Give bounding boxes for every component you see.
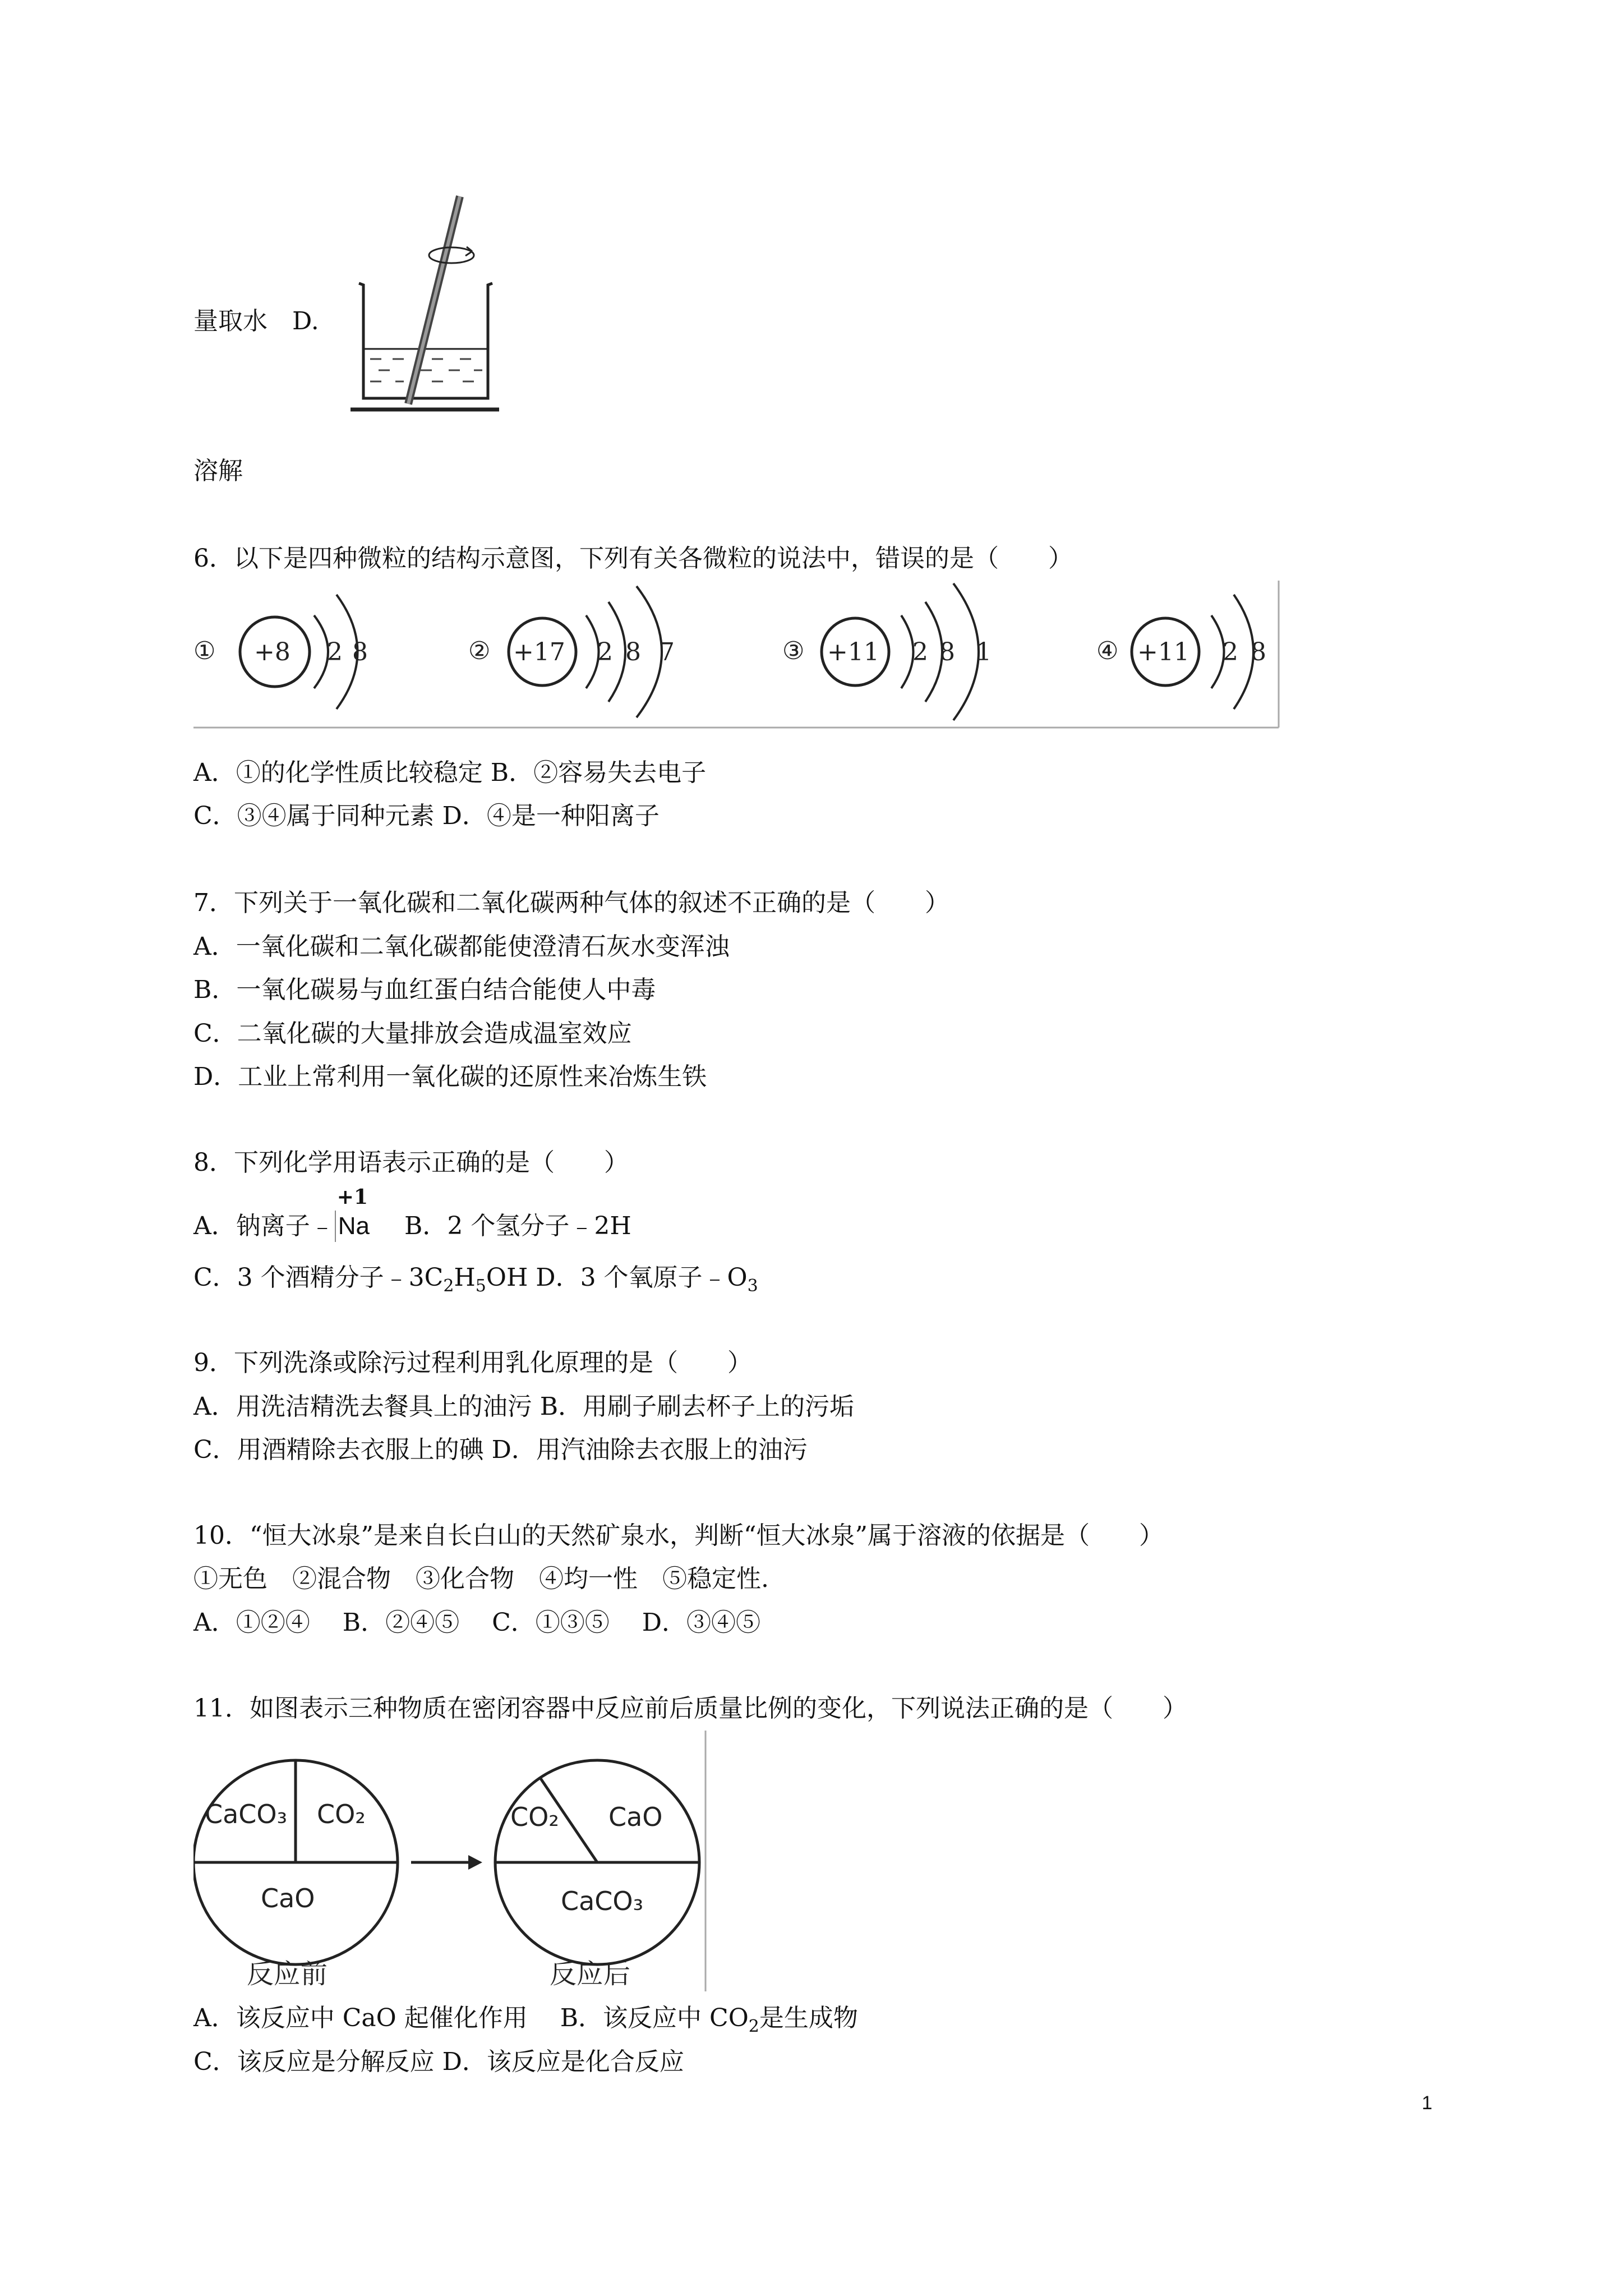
sodium-symbol — [335, 1185, 372, 1242]
q8-option-c-suffix: OH D．3 个氧原子﹣O — [486, 1263, 748, 1292]
atom-3-shell-3: 1 — [976, 638, 992, 666]
pie-before-label-1: CaCO₃ — [205, 1799, 288, 1829]
pie-after-label-3: CaCO₃ — [561, 1886, 644, 1916]
atom-3 — [782, 583, 992, 720]
q8-sub-2: 5 — [475, 1276, 486, 1296]
q9-options-cd: C．用酒精除去衣服上的碘 D．用汽油除去衣服上的油污 — [193, 1435, 808, 1464]
reaction-arrow-icon — [411, 1855, 482, 1870]
atom-3-shell-1: 2 — [912, 638, 928, 666]
pie-after-label-1: CO₂ — [510, 1802, 559, 1832]
q8-sub-1: 2 — [443, 1276, 454, 1296]
q7-option-a: A．一氧化碳和二氧化碳都能使澄清石灰水变浑浊 — [193, 932, 730, 961]
atom-structure-diagrams — [193, 581, 1287, 729]
pie-before-label-2: CO₂ — [317, 1799, 366, 1829]
reaction-pie-diagram — [193, 1731, 712, 1994]
atom-2-shell-3: 7 — [659, 638, 675, 666]
pie-before-label-3: CaO — [261, 1883, 315, 1913]
q11-option-b-tail: 是生成物 — [759, 2004, 858, 2032]
q6-options-cd: C．③④属于同种元素 D．④是一种阳离子 — [193, 802, 660, 830]
pie-after — [495, 1760, 699, 1990]
q10-stem: 10．“恒大冰泉”是来自长白山的天然矿泉水，判断“恒大冰泉”属于溶液的依据是（ ） — [193, 1521, 1164, 1550]
atom-4 — [1096, 595, 1266, 709]
atom-4-shell-2: 8 — [1251, 638, 1266, 666]
q10-options: A．①②④ B．②④⑤ C．①③⑤ D．③④⑤ — [193, 1608, 761, 1637]
q8-option-c-mid: H — [454, 1263, 476, 1292]
atom-3-nucleus: +11 — [827, 638, 879, 666]
beaker-stirring-rod-figure — [348, 191, 516, 421]
q6-stem: 6．以下是四种微粒的结构示意图，下列有关各微粒的说法中，错误的是（ ） — [193, 544, 1073, 573]
atom-2-label: ② — [468, 637, 491, 665]
atom-2-shell-2: 8 — [625, 638, 641, 666]
pie-before-caption: 反应前 — [247, 1958, 328, 1990]
atom-3-shell-2: 8 — [939, 638, 955, 666]
q8-option-a-prefix: A．钠离子﹣ — [193, 1212, 335, 1240]
pie-before — [193, 1760, 398, 1990]
q8-option-b: B．2 个氢分子﹣2H — [404, 1212, 631, 1240]
q11-stem: 11．如图表示三种物质在密闭容器中反应前后质量比例的变化，下列说法正确的是（ ） — [193, 1694, 1187, 1723]
q7-option-c: C．二氧化碳的大量排放会造成温室效应 — [193, 1019, 632, 1048]
atom-1-nucleus: +8 — [254, 638, 291, 666]
q7-stem: 7．下列关于一氧化碳和二氧化碳两种气体的叙述不正确的是（ ） — [193, 889, 949, 917]
q8-stem: 8．下列化学用语表示正确的是（ ） — [193, 1148, 629, 1177]
atom-3-label: ③ — [782, 637, 805, 665]
q11-options-cd: C．该反应是分解反应 D．该反应是化合反应 — [193, 2047, 684, 2076]
q8-sub-3: 3 — [747, 1276, 758, 1296]
q11-options-ab — [193, 2003, 858, 2034]
q8-options-cd — [193, 1262, 758, 1294]
sodium-valence: +1 — [336, 1185, 368, 1209]
q7-option-d: D．工业上常利用一氧化碳的还原性来冶炼生铁 — [193, 1062, 707, 1091]
q10-items: ①无色 ②混合物 ③化合物 ④均一性 ⑤稳定性. — [193, 1565, 769, 1593]
atom-2-nucleus: +17 — [513, 638, 565, 666]
q5-option-c-text: 量取水 D. — [193, 307, 319, 335]
q7-option-b: B．一氧化碳易与血红蛋白结合能使人中毒 — [193, 976, 656, 1004]
page-number: 1 — [1422, 2092, 1432, 2114]
pie-after-label-2: CaO — [608, 1802, 663, 1832]
q11-sub: 2 — [748, 2017, 759, 2036]
atom-4-nucleus: +11 — [1137, 638, 1189, 666]
atom-4-label: ④ — [1096, 637, 1119, 665]
atom-2-shell-1: 2 — [597, 638, 613, 666]
atom-2 — [468, 586, 675, 717]
atom-1-label: ① — [193, 637, 216, 665]
q6-options-ab: A．①的化学性质比较稳定 B．②容易失去电子 — [193, 758, 707, 787]
atom-1 — [193, 595, 368, 709]
q9-options-ab: A．用洗洁精洗去餐具上的油污 B．用刷子刷去杯子上的污垢 — [193, 1392, 855, 1421]
q9-stem: 9．下列洗涤或除污过程利用乳化原理的是（ ） — [193, 1349, 752, 1377]
sodium-symbol-text: Na — [338, 1212, 370, 1240]
q11-option-a: A．该反应中 CaO 起催化作用 B．该反应中 CO — [193, 2004, 749, 2032]
atom-1-shell-2: 8 — [352, 638, 368, 666]
q8-options-ab — [193, 1185, 631, 1242]
q5-option-d-text: 溶解 — [193, 457, 243, 485]
pie-after-caption: 反应后 — [550, 1958, 631, 1990]
q8-option-c-prefix: C．3 个酒精分子﹣3C — [193, 1263, 444, 1292]
atom-1-shell-1: 2 — [327, 638, 343, 666]
atom-4-shell-1: 2 — [1223, 638, 1238, 666]
